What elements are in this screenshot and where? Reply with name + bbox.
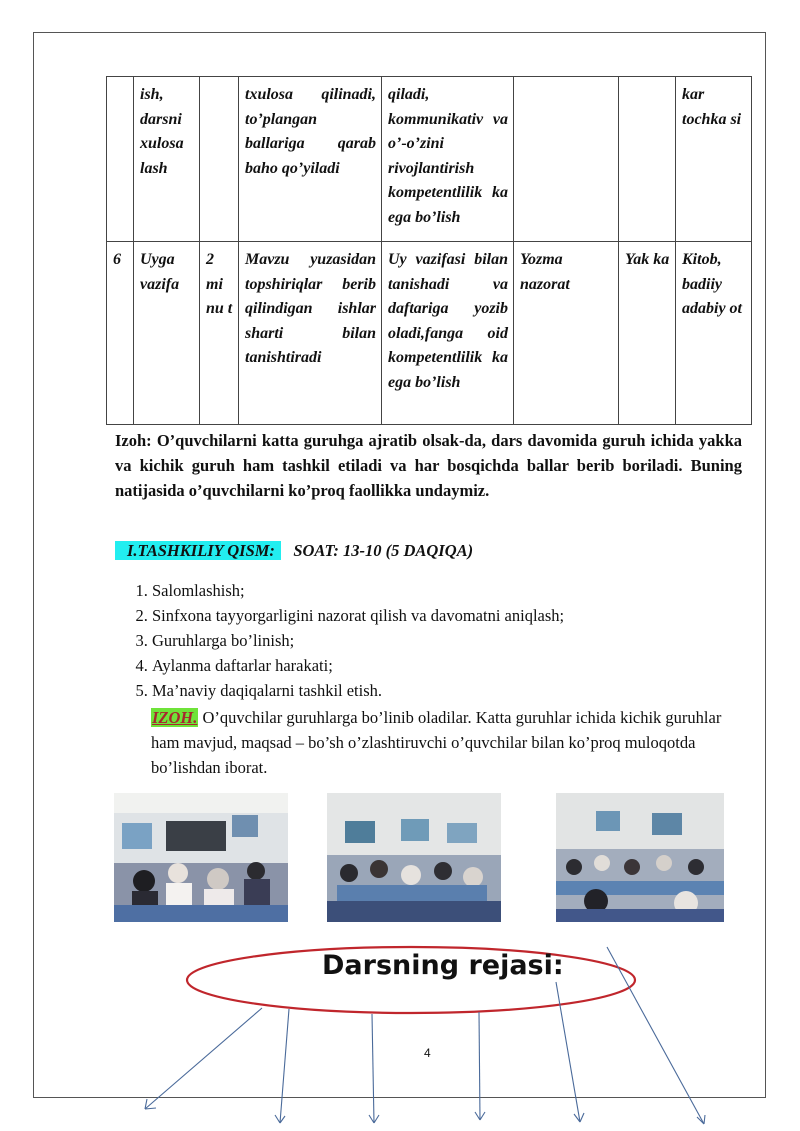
list-item: 4. Aylanma daftarlar harakati;	[152, 653, 772, 678]
page-number: 4	[424, 1046, 431, 1060]
stage-cell: ish, darsni xulosa lash	[134, 77, 200, 242]
arrow-3	[372, 1014, 374, 1123]
section-label: I.TASHKILIY QISM:	[115, 541, 281, 560]
list-item: 5. Ma’naviy daqiqalarni tashkil etish.	[152, 678, 772, 703]
diagram-title: Darsning rejasi:	[322, 950, 564, 981]
list-item: 1. Salomlashish;	[152, 578, 772, 603]
arrow-2	[280, 1009, 289, 1123]
list-item: 3. Guruhlarga bo’linish;	[152, 628, 772, 653]
list-item: 2. Sinfxona tayyorgarligini nazorat qilish va davomatni aniqlash;	[152, 603, 772, 628]
row-number-cell: 6	[107, 242, 134, 425]
control-cell: Yozma nazorat	[514, 242, 619, 425]
stage-cell: Uyga vazifa	[134, 242, 200, 425]
note-paragraph: Izoh: O’quvchilarni katta guruhga ajratib olsak-da, dars davomida guruh ichida yakka va kichik guruh ham tashkil etiladi va har bosqichda ballar berib boriladi. Buning natijasida o’quvchilarni ko’proq faollikka undaymiz.	[115, 431, 742, 500]
form-cell: Yak ka	[619, 242, 676, 425]
student-activity-cell: Uy vazifasi bilan tanishadi va daftariga yozib oladi,fanga oid kompetentlilik ka ega bo’lish	[382, 242, 514, 425]
izoh-text: O’quvchilar guruhlarga bo’linib oladilar. Katta guruhlar ichida kichik guruhlar ham mavjud, maqsad – bo’sh o’zlashtiruvchi o’quvchilar bilan ko’proq muloqotda bo’lishdan iborat.	[151, 708, 722, 777]
resource-cell: Kitob, badiiy adabiy ot	[676, 242, 752, 425]
arrow-4	[479, 1012, 480, 1120]
section-time: SOAT: 13-10 (5 DAQIQA)	[293, 541, 474, 560]
student-activity-cell: qiladi, kommunikativ va o’-o’zini rivojlantirish kompetentlilik ka ega bo’lish	[382, 77, 514, 242]
arrow-6	[607, 947, 704, 1124]
teacher-activity-cell: Mavzu yuzasidan topshiriqlar berib qilindigan ishlar sharti bilan tanishtiradi	[239, 242, 382, 425]
teacher-activity-cell: txulosa qilinadi, to’plangan ballariga qarab baho qo’yiladi	[239, 77, 382, 242]
izoh-tag: IZOH.	[152, 708, 198, 727]
arrow-1	[145, 1008, 262, 1109]
time-cell: 2 mi nu t	[200, 242, 239, 425]
resource-cell: kar tochka si	[676, 77, 752, 242]
